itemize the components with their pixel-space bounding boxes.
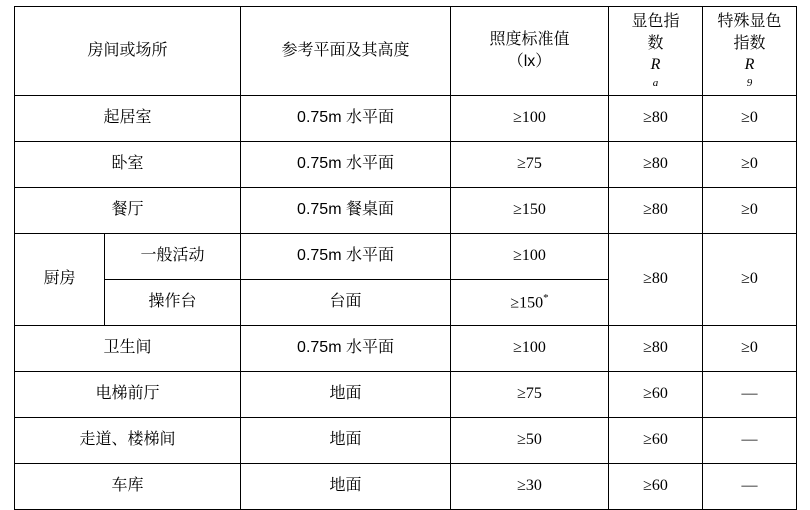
cell-plane: 地面 [241,417,451,463]
cell-plane: 地面 [241,371,451,417]
cell-illuminance [451,279,609,325]
header-illuminance-line2: （lx） [507,52,552,70]
cell-plane: 台面 [241,279,451,325]
cell-r9: ≥0 [703,141,797,187]
cell-illuminance: ≥75 [451,371,609,417]
cell-illuminance: ≥75 [451,141,609,187]
cell-plane: 0.75m 水平面 [241,325,451,371]
header-ra-prefix: 数 [647,34,664,52]
cell-room: 餐厅 [15,187,241,233]
cell-ra: ≥80 [609,187,703,233]
cell-plane: 0.75m 餐桌面 [241,187,451,233]
cell-room: 电梯前厅 [15,371,241,417]
header-plane: 参考平面及其高度 [241,7,451,96]
header-r9-prefix: 指数 [733,34,766,52]
cell-illuminance: ≥30 [451,463,609,509]
cell-ra: ≥60 [609,463,703,509]
cell-illuminance: ≥50 [451,417,609,463]
cell-plane: 0.75m 水平面 [241,95,451,141]
table-row [15,95,797,141]
cell-room: 起居室 [15,95,241,141]
header-illuminance [451,7,609,96]
cell-r9: ≥0 [703,325,797,371]
cell-illuminance: ≥100 [451,233,609,279]
table-row [15,233,797,279]
cell-ra: ≥80 [609,95,703,141]
cell-r9: — [703,463,797,509]
table-row [15,141,797,187]
table-body [15,95,797,509]
header-r9-line1: 特殊显色 [717,13,782,30]
cell-plane: 0.75m 水平面 [241,141,451,187]
table-row [15,371,797,417]
header-ra-subscript: a [652,76,659,89]
cell-room: 卫生间 [15,325,241,371]
cell-illuminance-value: ≥150 [510,293,544,311]
table-row [15,187,797,233]
cell-ra: ≥80 [609,325,703,371]
header-room: 房间或场所 [15,7,241,96]
table-row [15,325,797,371]
header-ra [609,7,703,96]
cell-room: 卧室 [15,141,241,187]
header-r9-subscript: 9 [746,76,753,89]
cell-r9: ≥0 [703,95,797,141]
cell-room: 走道、楼梯间 [15,417,241,463]
cell-room-group: 厨房 [15,233,105,325]
header-illuminance-line1: 照度标准值 [489,31,570,49]
table-row [15,417,797,463]
cell-plane: 地面 [241,463,451,509]
header-r9 [703,7,797,96]
cell-r9: ≥0 [703,233,797,325]
table-header-row [15,7,797,96]
cell-illuminance: ≥100 [451,95,609,141]
header-r9-symbol: R [744,56,755,74]
cell-room-sub: 一般活动 [105,233,241,279]
cell-r9: — [703,371,797,417]
header-ra-line1: 显色指 [631,13,680,30]
header-ra-line2 [611,33,700,91]
cell-room: 车库 [15,463,241,509]
cell-illuminance: ≥150 [451,187,609,233]
cell-r9: ≥0 [703,187,797,233]
cell-room-sub: 操作台 [105,279,241,325]
cell-plane: 0.75m 水平面 [241,233,451,279]
header-r9-line2 [705,33,794,91]
cell-ra: ≥60 [609,371,703,417]
header-ra-symbol: R [650,56,661,74]
lighting-standard-table-container [0,6,810,495]
cell-ra: ≥60 [609,417,703,463]
table-row [15,463,797,509]
table-header [15,7,797,96]
cell-r9: — [703,417,797,463]
lighting-standard-table [14,6,797,510]
cell-illuminance: ≥100 [451,325,609,371]
cell-ra: ≥80 [609,233,703,325]
cell-illuminance-footnote-mark: * [543,291,549,304]
cell-ra: ≥80 [609,141,703,187]
